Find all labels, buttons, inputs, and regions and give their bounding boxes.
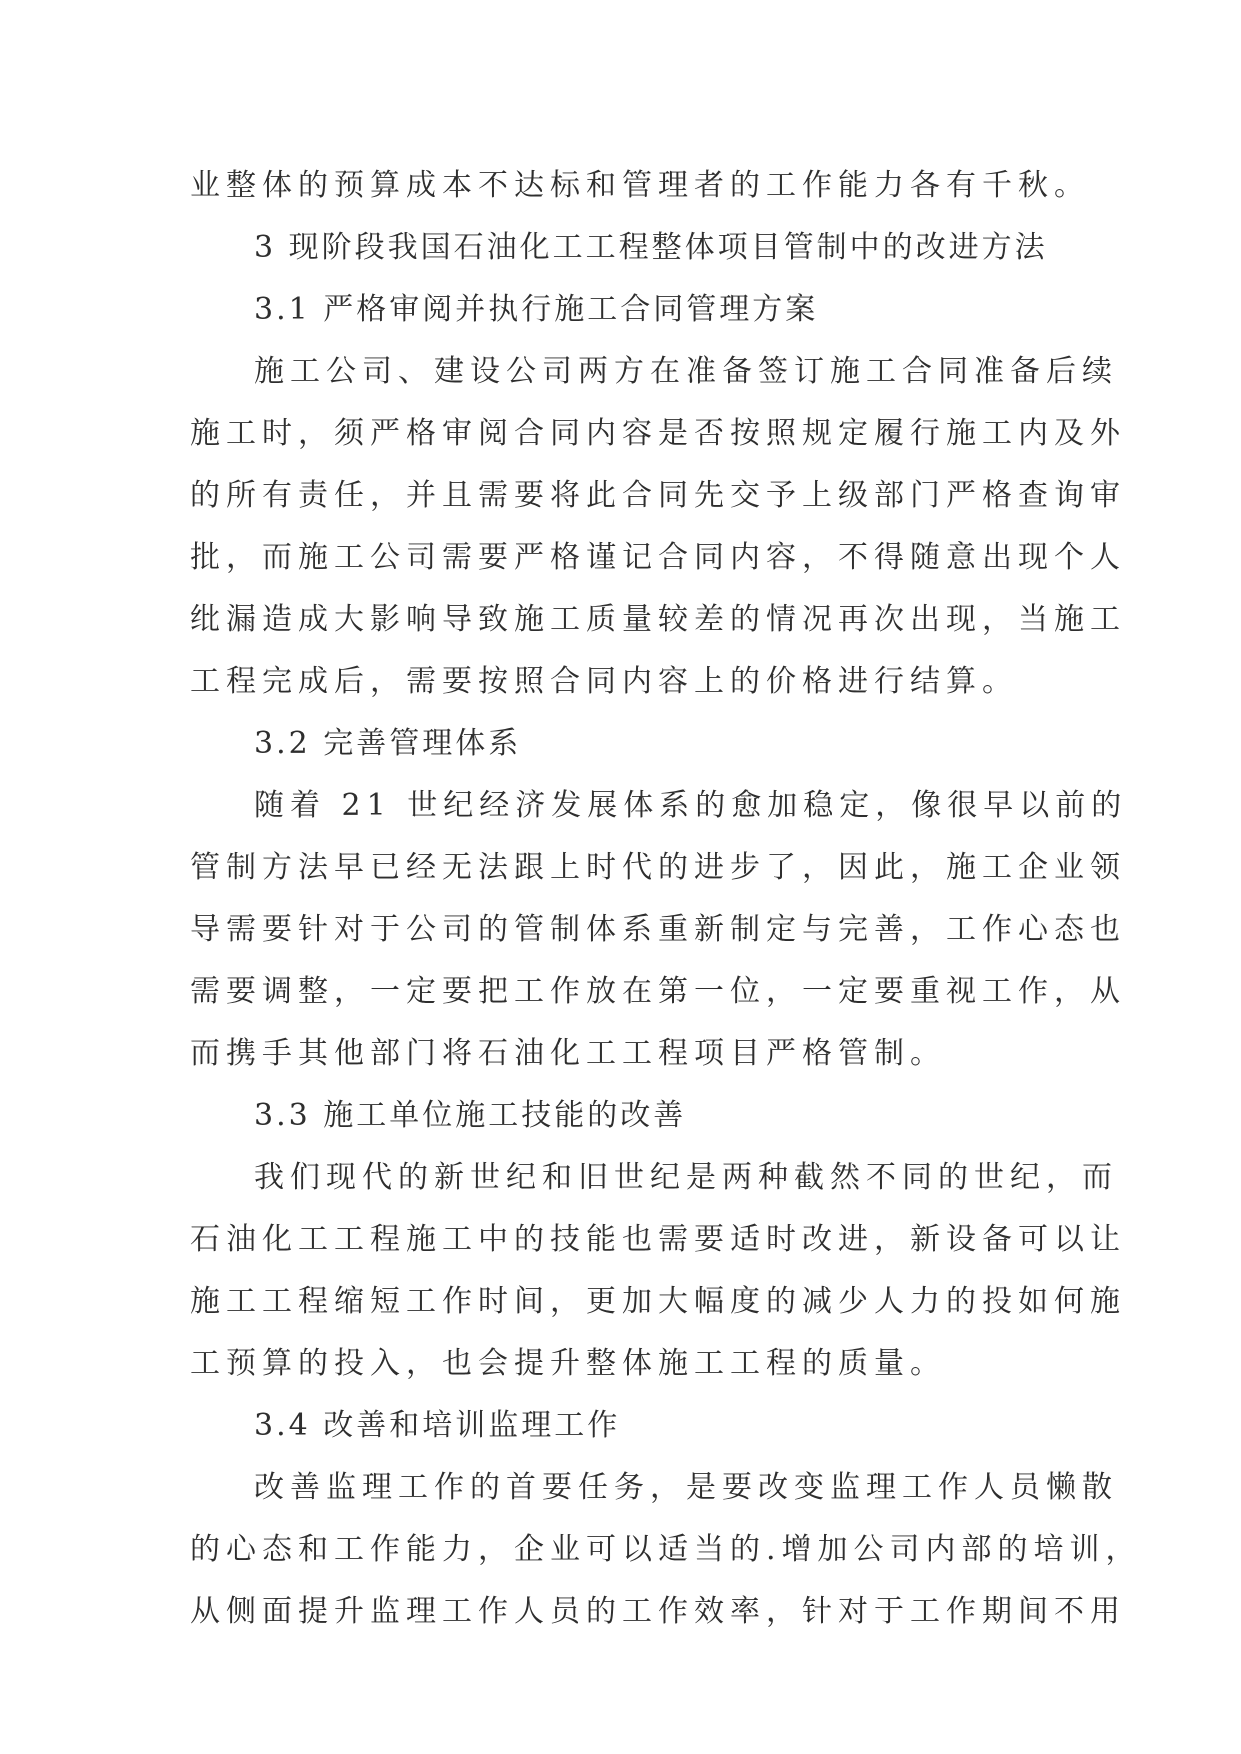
subsection-heading: 3.3 施工单位施工技能的改善: [254, 1098, 687, 1133]
text-line: 工预算的投入，也会提升整体施工工程的质量。: [190, 1346, 946, 1381]
section-heading: 3 现阶段我国石油化工工程整体项目管制中的改进方法: [254, 230, 1048, 265]
text-line: 施工公司、建设公司两方在准备签订施工合同准备后续: [254, 354, 1118, 389]
text-line: 批，而施工公司需要严格谨记合同内容，不得随意出现个人: [190, 540, 1126, 575]
text-line: 石油化工工程施工中的技能也需要适时改进，新设备可以让: [190, 1222, 1126, 1257]
text-line: 从侧面提升监理工作人员的工作效率，针对于工作期间不用: [190, 1594, 1126, 1629]
subsection-heading: 3.4 改善和培训监理工作: [254, 1408, 621, 1443]
text-line: 随着 21 世纪经济发展体系的愈加稳定，像很早以前的: [254, 788, 1128, 823]
text-line: 纰漏造成大影响导致施工质量较差的情况再次出现，当施工: [190, 602, 1126, 637]
text-line: 导需要针对于公司的管制体系重新制定与完善，工作心态也: [190, 912, 1126, 947]
subsection-heading: 3.1 严格审阅并执行施工合同管理方案: [254, 292, 819, 327]
text-line: 施工工程缩短工作时间，更加大幅度的减少人力的投如何施: [190, 1284, 1126, 1319]
text-line: 施工时，须严格审阅合同内容是否按照规定履行施工内及外: [190, 416, 1126, 451]
subsection-heading: 3.2 完善管理体系: [254, 726, 522, 761]
document-body: [190, 155, 1142, 1643]
text-line: 的所有责任，并且需要将此合同先交予上级部门严格查询审: [190, 478, 1126, 513]
text-line: 我们现代的新世纪和旧世纪是两种截然不同的世纪，而: [254, 1160, 1118, 1195]
text-line: 管制方法早已经无法跟上时代的进步了，因此，施工企业领: [190, 850, 1126, 885]
text-line: 的心态和工作能力，企业可以适当的.增加公司内部的培训，: [190, 1532, 1142, 1567]
text-line: 业整体的预算成本不达标和管理者的工作能力各有千秋。: [190, 168, 1090, 203]
text-line: 工程完成后，需要按照合同内容上的价格进行结算。: [190, 664, 1018, 699]
text-line: 改善监理工作的首要任务，是要改变监理工作人员懒散: [254, 1470, 1118, 1505]
text-line: 需要调整，一定要把工作放在第一位，一定要重视工作，从: [190, 974, 1126, 1009]
text-line: 而携手其他部门将石油化工工程项目严格管制。: [190, 1036, 946, 1071]
